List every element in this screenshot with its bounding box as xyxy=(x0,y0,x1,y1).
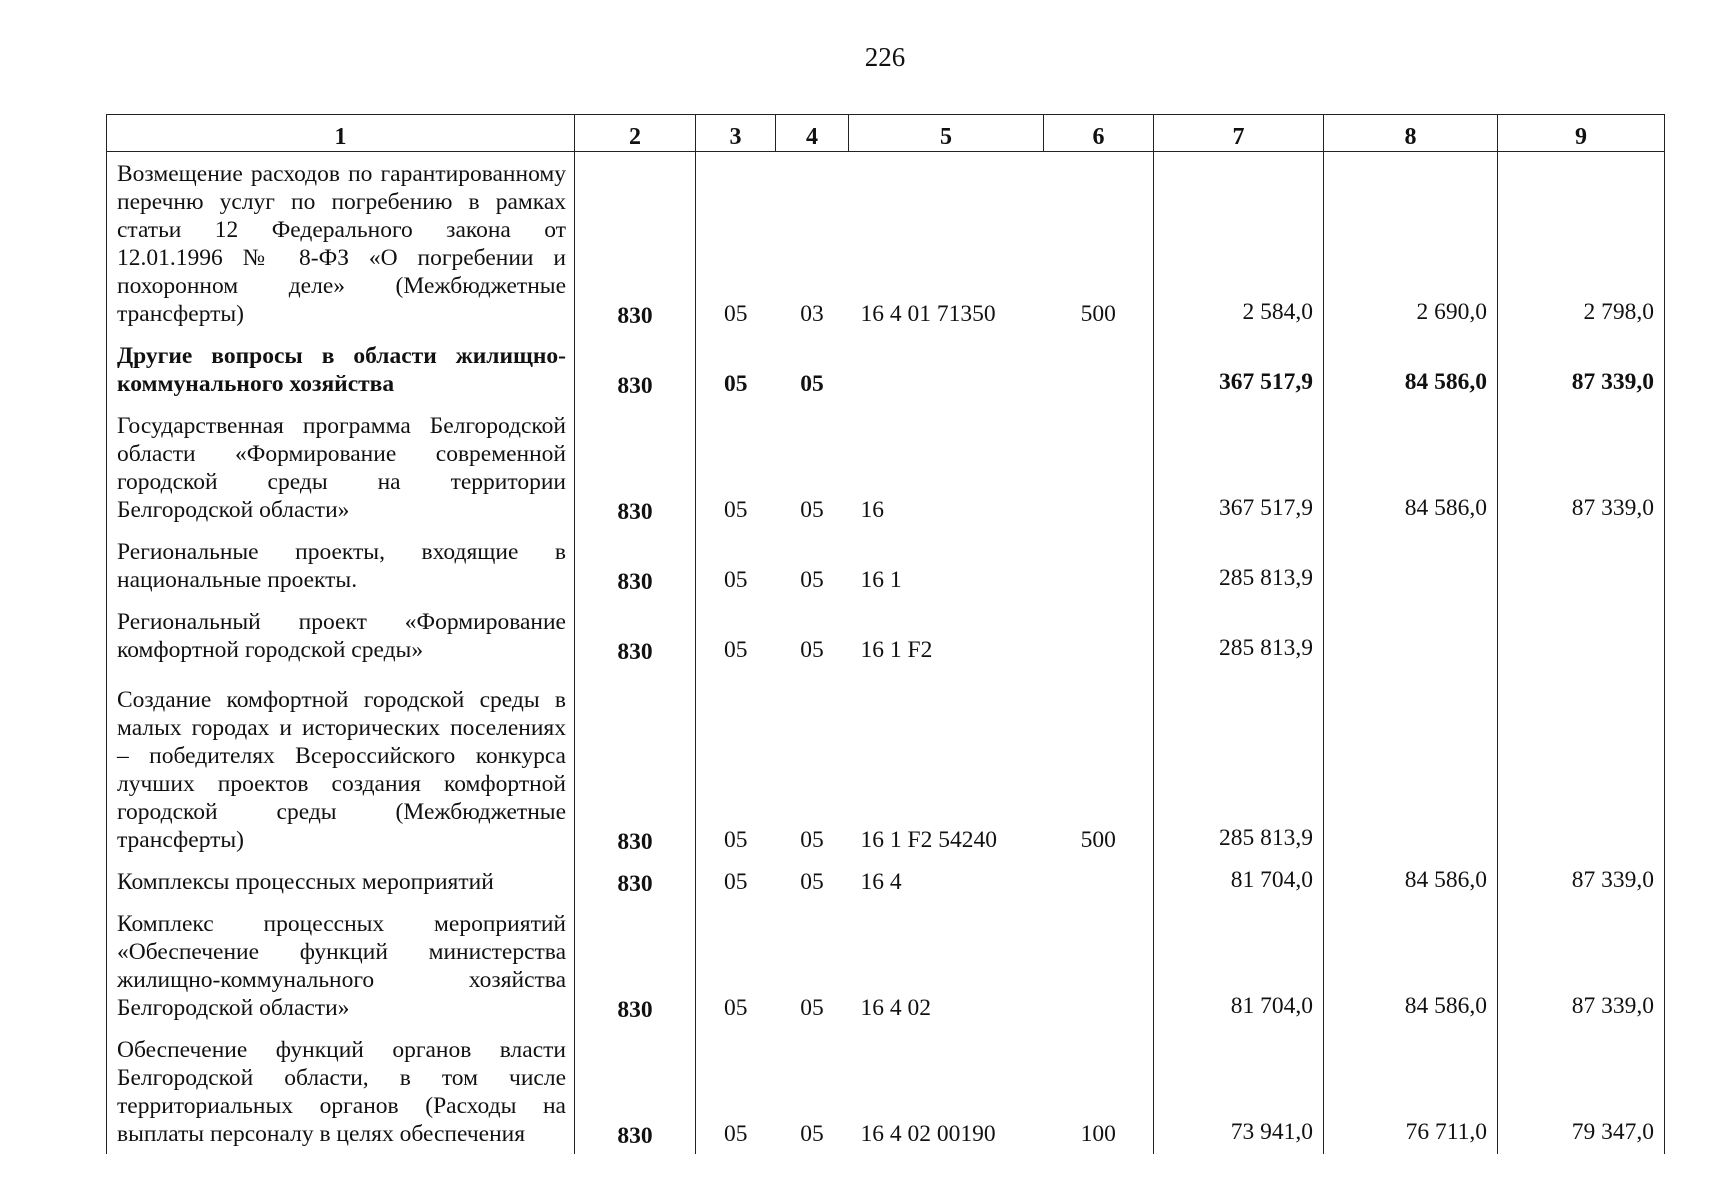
row-description: Комплекс процессных мероприятий «Обеспечение функций министерства жилищно-коммунального хозяйства Белгородской области» xyxy=(107,902,575,1028)
amount-year-3 xyxy=(1498,530,1665,600)
amount-year-1: 73 941,0 xyxy=(1154,1028,1324,1154)
budget-code: 830 xyxy=(575,152,696,335)
amount-year-1: 285 813,9 xyxy=(1154,670,1324,860)
subsection-code: 05 xyxy=(800,827,824,853)
table-row xyxy=(107,334,1665,404)
expense-type-code xyxy=(1044,334,1154,404)
subsection-code: 05 xyxy=(800,995,824,1021)
budget-code: 830 xyxy=(575,860,696,902)
expense-type-code xyxy=(1044,902,1154,1028)
amount-year-2: 2 690,0 xyxy=(1324,152,1498,335)
amount-year-3: 87 339,0 xyxy=(1498,860,1665,902)
amount-year-1: 81 704,0 xyxy=(1154,902,1324,1028)
budget-code: 830 xyxy=(575,404,696,530)
amount-year-1: 367 517,9 xyxy=(1154,404,1324,530)
column-header-4: 4 xyxy=(776,115,849,152)
row-description: Региональный проект «Формирование комфортной городской среды» xyxy=(107,600,575,670)
amount-year-3 xyxy=(1498,600,1665,670)
amount-year-1: 2 584,0 xyxy=(1154,152,1324,335)
target-article-code: 16 xyxy=(860,497,884,523)
target-article-code: 16 4 02 00190 xyxy=(860,1121,996,1147)
table-row xyxy=(107,1028,1665,1154)
amount-year-1: 285 813,9 xyxy=(1154,600,1324,670)
budget-code: 830 xyxy=(575,902,696,1028)
target-article-code: 16 1 F2 xyxy=(860,637,933,663)
expense-type-code: 100 xyxy=(1080,1121,1116,1147)
column-header-3: 3 xyxy=(696,115,776,152)
expense-type-code xyxy=(1044,600,1154,670)
budget-code: 830 xyxy=(575,334,696,404)
amount-year-3: 87 339,0 xyxy=(1498,902,1665,1028)
table-row xyxy=(107,902,1665,1028)
subsection-code: 05 xyxy=(800,1121,824,1147)
amount-year-3: 79 347,0 xyxy=(1498,1028,1665,1154)
amount-year-2 xyxy=(1324,530,1498,600)
expense-type-code xyxy=(1044,860,1154,902)
amount-year-2: 76 711,0 xyxy=(1324,1028,1498,1154)
column-header-5: 5 xyxy=(849,115,1044,152)
column-header-7: 7 xyxy=(1154,115,1324,152)
amount-year-2: 84 586,0 xyxy=(1324,334,1498,404)
target-article-code: 16 1 xyxy=(860,567,902,593)
amount-year-3 xyxy=(1498,670,1665,860)
section-code: 05 xyxy=(724,827,748,853)
row-description: Другие вопросы в области жилищно-коммунального хозяйства xyxy=(107,334,575,404)
amount-year-3: 87 339,0 xyxy=(1498,404,1665,530)
budget-code: 830 xyxy=(575,530,696,600)
section-code: 05 xyxy=(724,1121,748,1147)
table-row xyxy=(107,404,1665,530)
amount-year-1: 285 813,9 xyxy=(1154,530,1324,600)
target-article-code: 16 1 F2 54240 xyxy=(860,827,997,853)
budget-table xyxy=(106,114,1665,1154)
amount-year-1: 367 517,9 xyxy=(1154,334,1324,404)
amount-year-3: 2 798,0 xyxy=(1498,152,1665,335)
header-row xyxy=(107,115,1665,152)
table-row xyxy=(107,530,1665,600)
table-row xyxy=(107,600,1665,670)
table-row xyxy=(107,670,1665,860)
expense-type-code: 500 xyxy=(1080,301,1116,327)
column-header-9: 9 xyxy=(1498,115,1665,152)
table-row xyxy=(107,860,1665,902)
subsection-code: 05 xyxy=(800,637,824,663)
row-description: Государственная программа Белгородской области «Формирование современной городской среды на территории Белгородской области» xyxy=(107,404,575,530)
expense-type-code: 500 xyxy=(1080,827,1116,853)
subsection-code: 05 xyxy=(800,371,824,397)
budget-code: 830 xyxy=(575,600,696,670)
target-article-code: 16 4 xyxy=(860,869,902,895)
subsection-code: 03 xyxy=(800,301,824,327)
expense-type-code xyxy=(1044,530,1154,600)
expense-type-code xyxy=(1044,404,1154,530)
table-header xyxy=(107,115,1665,152)
subsection-code: 05 xyxy=(800,567,824,593)
amount-year-2 xyxy=(1324,670,1498,860)
amount-year-2: 84 586,0 xyxy=(1324,902,1498,1028)
row-description: Комплексы процессных мероприятий xyxy=(107,860,575,902)
target-article-code: 16 4 01 71350 xyxy=(860,301,996,327)
table-row xyxy=(107,152,1665,335)
subsection-code: 05 xyxy=(800,497,824,523)
section-code: 05 xyxy=(724,637,748,663)
amount-year-2: 84 586,0 xyxy=(1324,404,1498,530)
column-header-1: 1 xyxy=(107,115,575,152)
section-code: 05 xyxy=(724,371,748,397)
row-description: Возмещение расходов по гарантированному перечню услуг по погребению в рамках статьи 12 Федерального закона от 12.01.1996 № 8-ФЗ «О погребении и похоронном деле» (Межбюджетные трансферты) xyxy=(107,152,575,335)
section-code: 05 xyxy=(724,301,748,327)
row-description: Обеспечение функций органов власти Белгородской области, в том числе территориальных органов (Расходы на выплаты персоналу в целях обеспечения xyxy=(107,1028,575,1154)
column-header-8: 8 xyxy=(1324,115,1498,152)
section-code: 05 xyxy=(724,869,748,895)
amount-year-2: 84 586,0 xyxy=(1324,860,1498,902)
table-body xyxy=(107,152,1665,1155)
amount-year-2 xyxy=(1324,600,1498,670)
column-header-6: 6 xyxy=(1044,115,1154,152)
budget-code: 830 xyxy=(575,670,696,860)
budget-code: 830 xyxy=(575,1028,696,1154)
amount-year-1: 81 704,0 xyxy=(1154,860,1324,902)
subsection-code: 05 xyxy=(800,869,824,895)
target-article-code xyxy=(849,334,1044,404)
page-number: 226 xyxy=(864,42,906,72)
amount-year-3: 87 339,0 xyxy=(1498,334,1665,404)
row-description: Создание комфортной городской среды в малых городах и исторических поселениях – победителях Всероссийского конкурса лучших проектов создания комфортной городской среды (Межбюджетные трансферты) xyxy=(107,670,575,860)
target-article-code: 16 4 02 xyxy=(860,995,931,1021)
section-code: 05 xyxy=(724,567,748,593)
row-description: Региональные проекты, входящие в национальные проекты. xyxy=(107,530,575,600)
section-code: 05 xyxy=(724,497,748,523)
column-header-2: 2 xyxy=(575,115,696,152)
section-code: 05 xyxy=(724,995,748,1021)
